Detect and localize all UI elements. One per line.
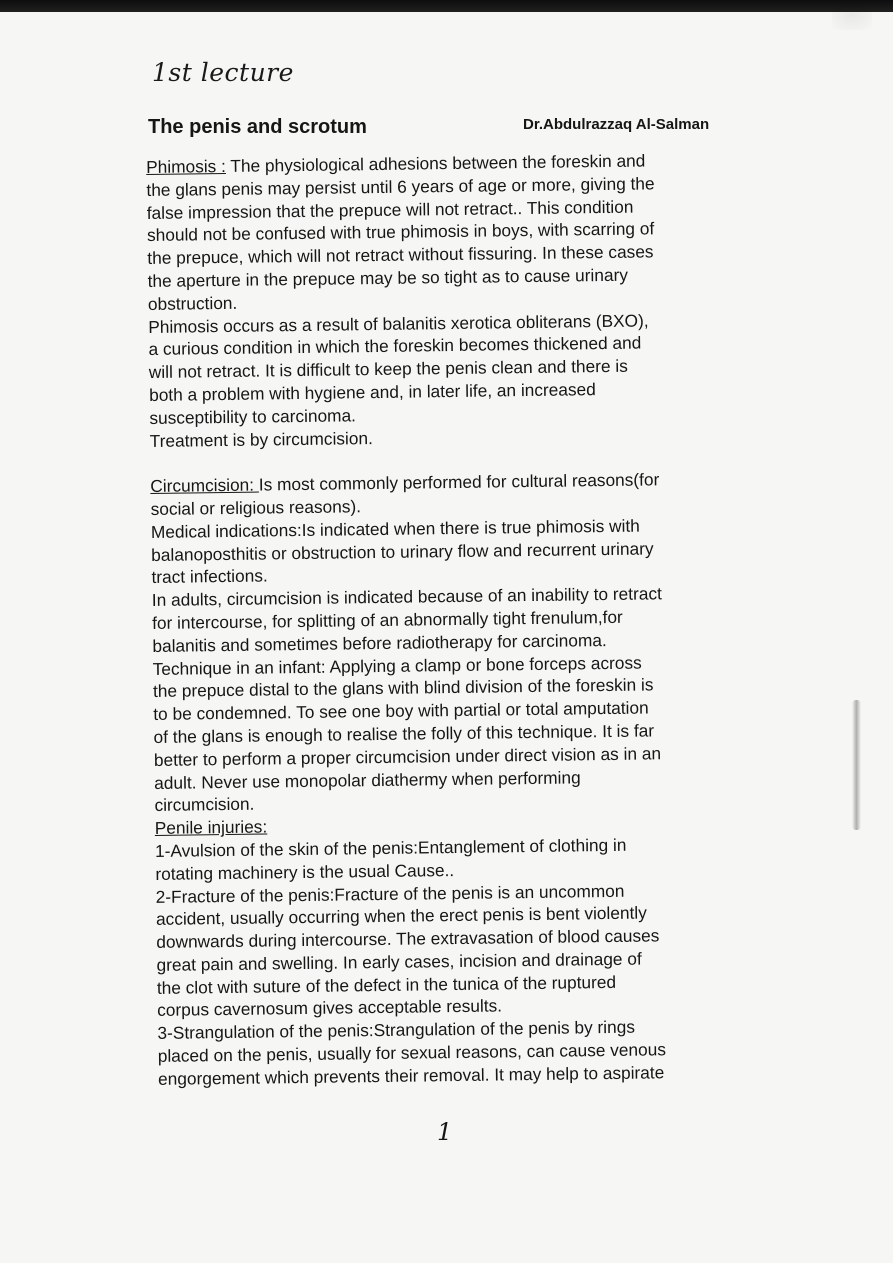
author-name: Dr.Abdulrazzaq Al-Salman (523, 116, 710, 133)
text-line: Phimosis : The physiological adhesions between the foreskin and (146, 150, 646, 177)
text-line: obstruction. (147, 292, 238, 314)
text-line: Medical indications:Is indicated when there is true phimosis with (150, 515, 640, 542)
scan-corner-shadow (832, 0, 872, 30)
text-line: balanoposthitis or obstruction to urinary flow and recurrent urinary (151, 537, 654, 565)
scan-top-edge (0, 0, 893, 12)
text-line: to be condemned. To see one boy with partial or total amputation (153, 697, 649, 725)
text-line: 3-Strangulation of the penis:Strangulation of the penis by rings (157, 1016, 636, 1044)
phimosis-heading: Phimosis : (146, 155, 226, 177)
handwritten-lecture-note: 1st lecture (152, 58, 294, 87)
text-line: downwards during intercourse. The extravasation of blood causes (156, 925, 660, 953)
text-line: Treatment is by circumcision. (149, 427, 373, 451)
text-line: the aperture in the prepuce may be so tight as to cause urinary (147, 264, 629, 291)
scan-margin-smudge (852, 700, 861, 830)
text-line: social or religious reasons). (150, 496, 362, 519)
circumcision-heading: Circumcision: (150, 474, 259, 497)
phimosis-section (146, 148, 750, 452)
text-line: susceptibility to carcinoma. (149, 405, 357, 428)
text-line: of the glans is enough to realise the folly of this technique. It is far (153, 720, 655, 747)
circumcision-section (150, 467, 754, 817)
penile-injuries-heading: Penile injuries: (154, 816, 268, 839)
text-line: rotating machinery is the usual Cause.. (155, 859, 455, 884)
text-line: corpus cavernosum gives acceptable results. (157, 995, 503, 1021)
text-line: both a problem with hygiene and, in later life, an increased (148, 379, 596, 405)
text-line: 2-Fracture of the penis:Fracture of the penis is an uncommon (155, 880, 625, 907)
text-line: a curious condition in which the foreskin becomes thickened and (148, 332, 642, 360)
text-line: the prepuce, which will not retract without fissuring. In these cases (147, 241, 654, 269)
text-line: false impression that the prepuce will not retract.. This condition (146, 196, 634, 223)
text-line: the prepuce distal to the glans with blind division of the foreskin is (152, 674, 654, 702)
text-line: engorgement which prevents their removal. It may help to aspirate (157, 1062, 665, 1089)
document-body (146, 148, 758, 1090)
text-line: Technique in an infant: Applying a clamp or bone forceps across (152, 652, 642, 679)
text-line: placed on the penis, usually for sexual reasons, can cause venous (157, 1039, 667, 1067)
text-line: will not retract. It is difficult to keep the penis clean and there is (148, 355, 628, 383)
text-line: the glans penis may persist until 6 years of age or more, giving the (146, 173, 655, 200)
text-line: adult. Never use monopolar diathermy when performing (154, 766, 581, 793)
text-line: balanitis and sometimes before radiotherapy for carcinoma. (152, 629, 607, 656)
text-line: accident, usually occurring when the erect penis is bent violently (155, 902, 647, 930)
text-line: In adults, circumcision is indicated because of an inability to retract (151, 583, 662, 611)
text-line: for intercourse, for splitting of an abnormally tight frenulum,for (151, 606, 623, 633)
page-number: 1 (437, 1118, 453, 1146)
penile-injuries-section (155, 809, 759, 1090)
text-line: great pain and swelling. In early cases, incision and drainage of (156, 948, 642, 975)
text-line: the clot with suture of the defect in the tunica of the ruptured (156, 971, 617, 998)
text-line: tract infections. (151, 565, 268, 588)
page-title: The penis and scrotum (148, 116, 367, 138)
text-line: 1-Avulsion of the skin of the penis:Entanglement of clothing in (154, 834, 627, 861)
text-line: better to perform a proper circumcision under direct vision as in an (153, 743, 662, 770)
text-line: circumcision. (154, 793, 255, 816)
text-line: should not be confused with true phimosis in boys, with scarring of (146, 218, 655, 246)
text-line: Circumcision: Is most commonly performed for cultural reasons(for (150, 469, 660, 497)
text-line: Phimosis occurs as a result of balanitis xerotica obliterans (BXO), (148, 310, 649, 337)
